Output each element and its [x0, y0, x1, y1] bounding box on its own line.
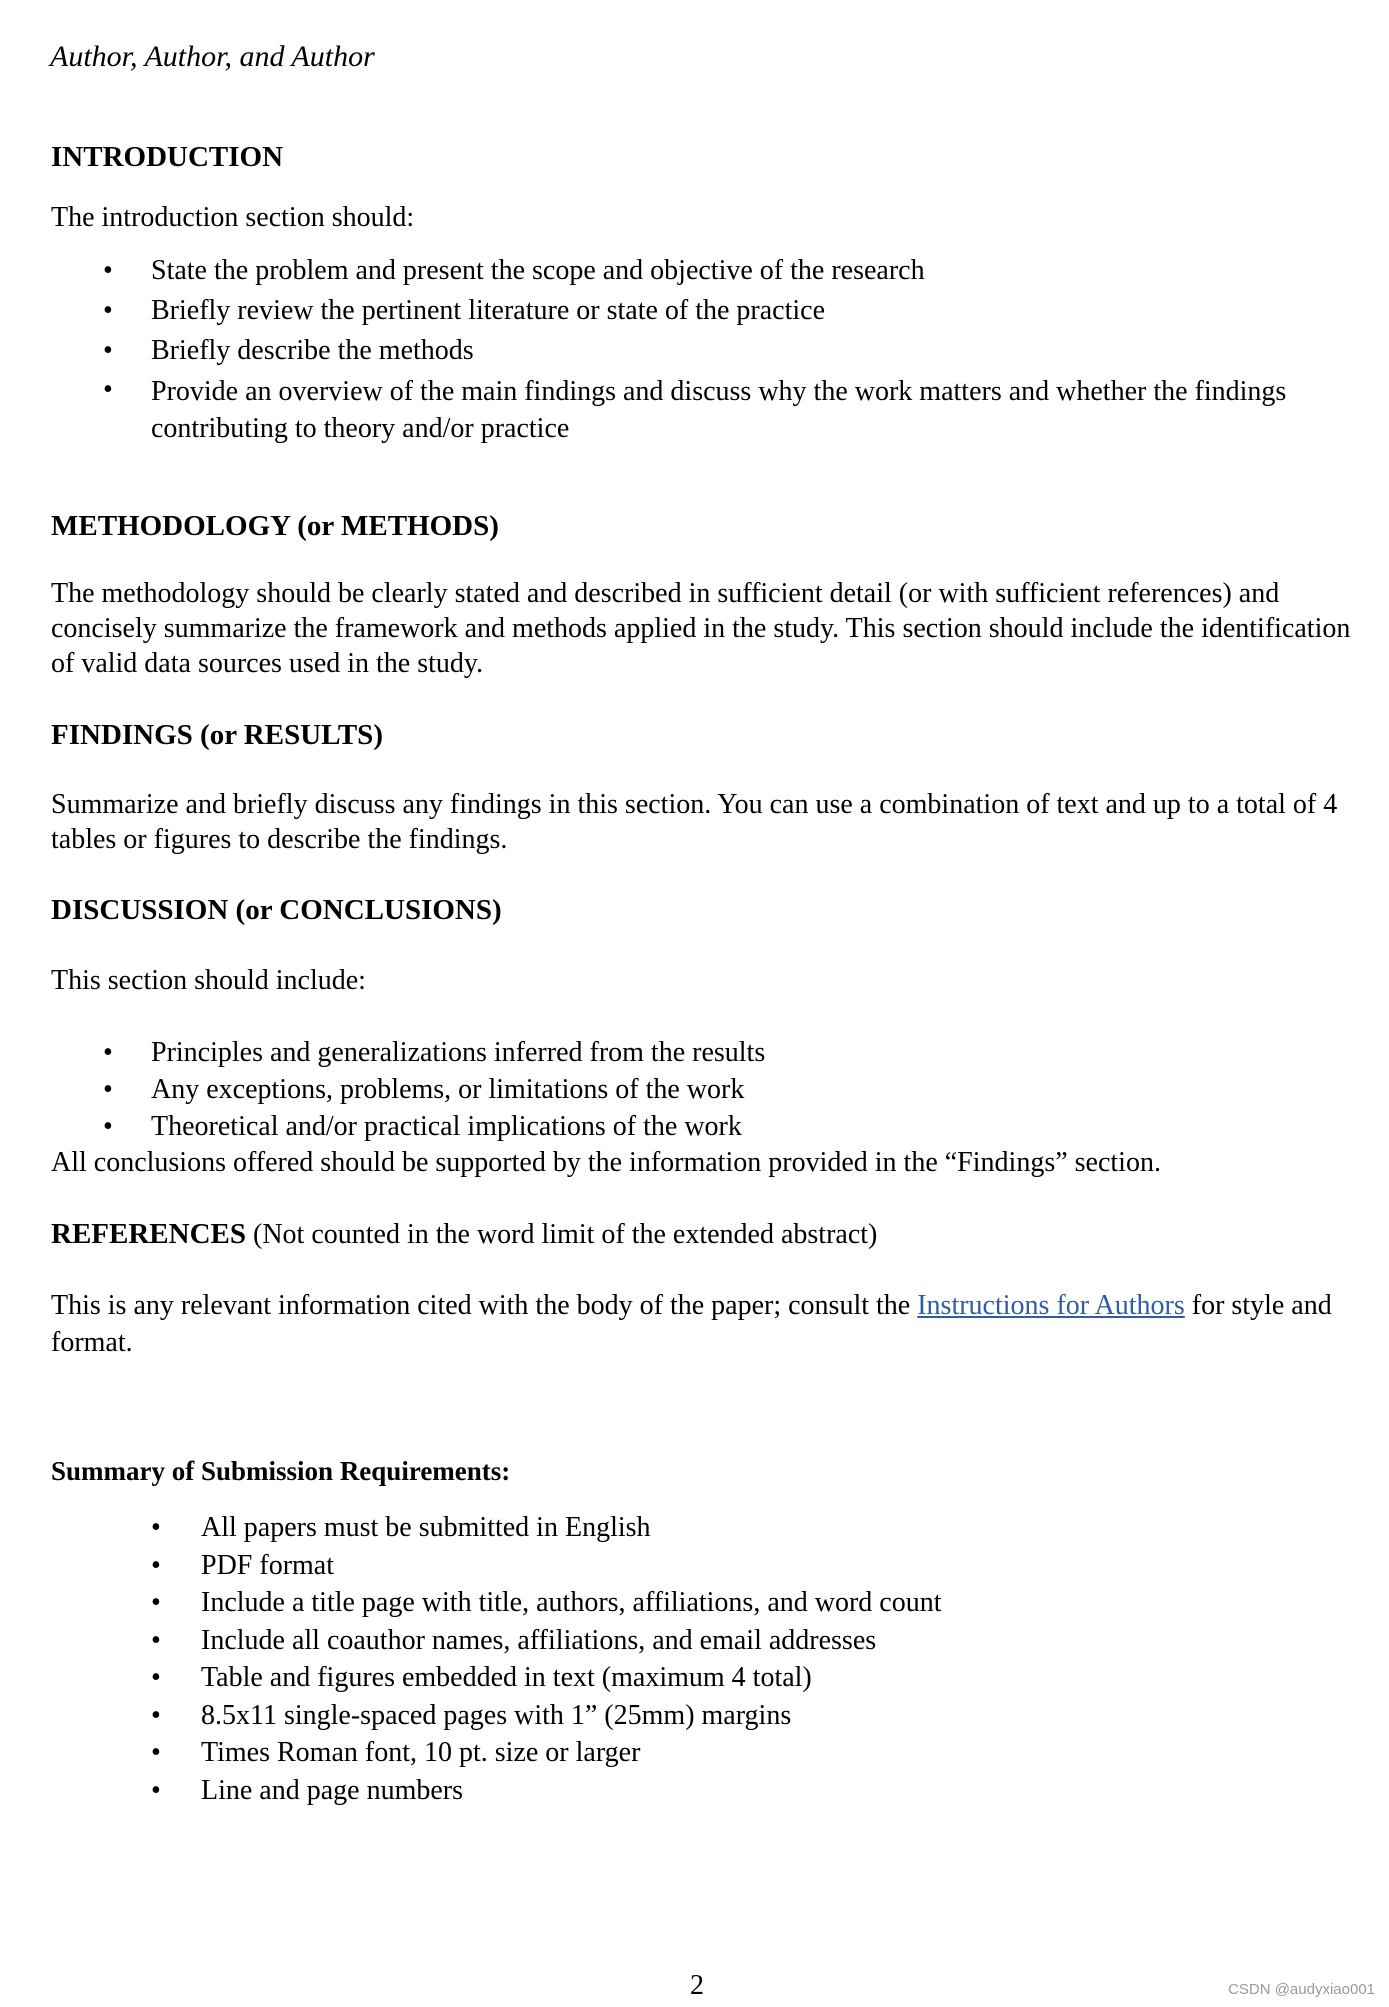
bullet-icon: •	[151, 1549, 161, 1581]
references-heading: REFERENCES	[51, 1218, 246, 1250]
bullet-icon: •	[103, 1074, 113, 1105]
list-item: • Any exceptions, problems, or limitations of the work	[51, 1071, 1351, 1108]
list-item: • Table and figures embedded in text (maximum 4 total)	[51, 1659, 1001, 1697]
bullet-icon: •	[151, 1512, 161, 1543]
document-body	[51, 140, 1351, 1809]
references-heading-line	[51, 1217, 1351, 1252]
list-item: • Times Roman font, 10 pt. size or larger	[51, 1734, 1001, 1772]
bullet-icon: •	[151, 1662, 161, 1693]
discussion-closing: All conclusions offered should be supported by the information provided in the “Findings” section.	[51, 1147, 1161, 1178]
methodology-heading: METHODOLOGY (or METHODS)	[51, 510, 499, 542]
discussion-lead: This section should include:	[51, 965, 366, 996]
bullet-icon: •	[103, 1037, 113, 1068]
list-item: • PDF format	[51, 1547, 1001, 1585]
introduction-lead: The introduction section should:	[51, 202, 415, 233]
list-item: • Theoretical and/or practical implications of the work	[51, 1108, 1351, 1145]
bullet-icon: •	[151, 1737, 161, 1768]
instructions-for-authors-link[interactable]: Instructions for Authors	[917, 1290, 1185, 1321]
list-item: • Provide an overview of the main findings and discuss why the work matters and whether the findings contributing to theory and/or practice	[51, 371, 1351, 447]
list-item: • State the problem and present the scope and objective of the research	[51, 251, 1351, 291]
bullet-icon: •	[103, 295, 113, 326]
bullet-icon: •	[103, 255, 113, 286]
discussion-heading: DISCUSSION (or CONCLUSIONS)	[51, 894, 502, 926]
findings-body: Summarize and briefly discuss any findings in this section. You can use a combination of text and up to a total of 4 tables or figures to describe the findings.	[51, 789, 1338, 855]
bullet-icon: •	[151, 1587, 161, 1618]
summary-heading: Summary of Submission Requirements:	[51, 1456, 511, 1486]
references-note: (Not counted in the word limit of the extended abstract)	[246, 1219, 878, 1250]
references-body: This is any relevant information cited with the body of the paper; consult the Instructions for Authors for style and format.	[51, 1290, 1332, 1358]
list-item: • Line and page numbers	[51, 1772, 1001, 1810]
findings-heading: FINDINGS (or RESULTS)	[51, 719, 383, 751]
watermark: CSDN @audyxiao001	[1228, 1981, 1375, 1998]
bullet-icon: •	[151, 1699, 161, 1731]
bullet-icon: •	[103, 1111, 113, 1142]
page-number: 2	[690, 1970, 704, 2001]
methodology-body: The methodology should be clearly stated and described in sufficient detail (or with sufficient references) and concisely summarize the framework and methods applied in the study. This section should include the identification of valid data sources used in the study.	[51, 578, 1351, 679]
list-item: • Briefly describe the methods	[51, 331, 1351, 371]
bullet-icon: •	[151, 1624, 161, 1656]
list-item: • 8.5x11 single-spaced pages with 1” (25mm) margins	[51, 1697, 1001, 1735]
list-item: • All papers must be submitted in English	[51, 1509, 1001, 1547]
bullet-icon: •	[103, 335, 113, 366]
bullet-icon: •	[103, 374, 113, 405]
summary-bullet-list	[51, 1509, 1351, 1809]
list-item: • Principles and generalizations inferred from the results	[51, 1034, 1351, 1071]
introduction-heading: INTRODUCTION	[51, 141, 284, 173]
list-item: • Include a title page with title, authors, affiliations, and word count	[51, 1584, 1001, 1622]
introduction-bullet-list	[51, 251, 1351, 447]
list-item: • Include all coauthor names, affiliations, and email addresses	[51, 1622, 1001, 1660]
bullet-icon: •	[151, 1774, 161, 1806]
list-item: • Briefly review the pertinent literature or state of the practice	[51, 291, 1351, 331]
running-header: Author, Author, and Author	[50, 40, 375, 73]
discussion-bullet-list	[51, 1034, 1351, 1145]
